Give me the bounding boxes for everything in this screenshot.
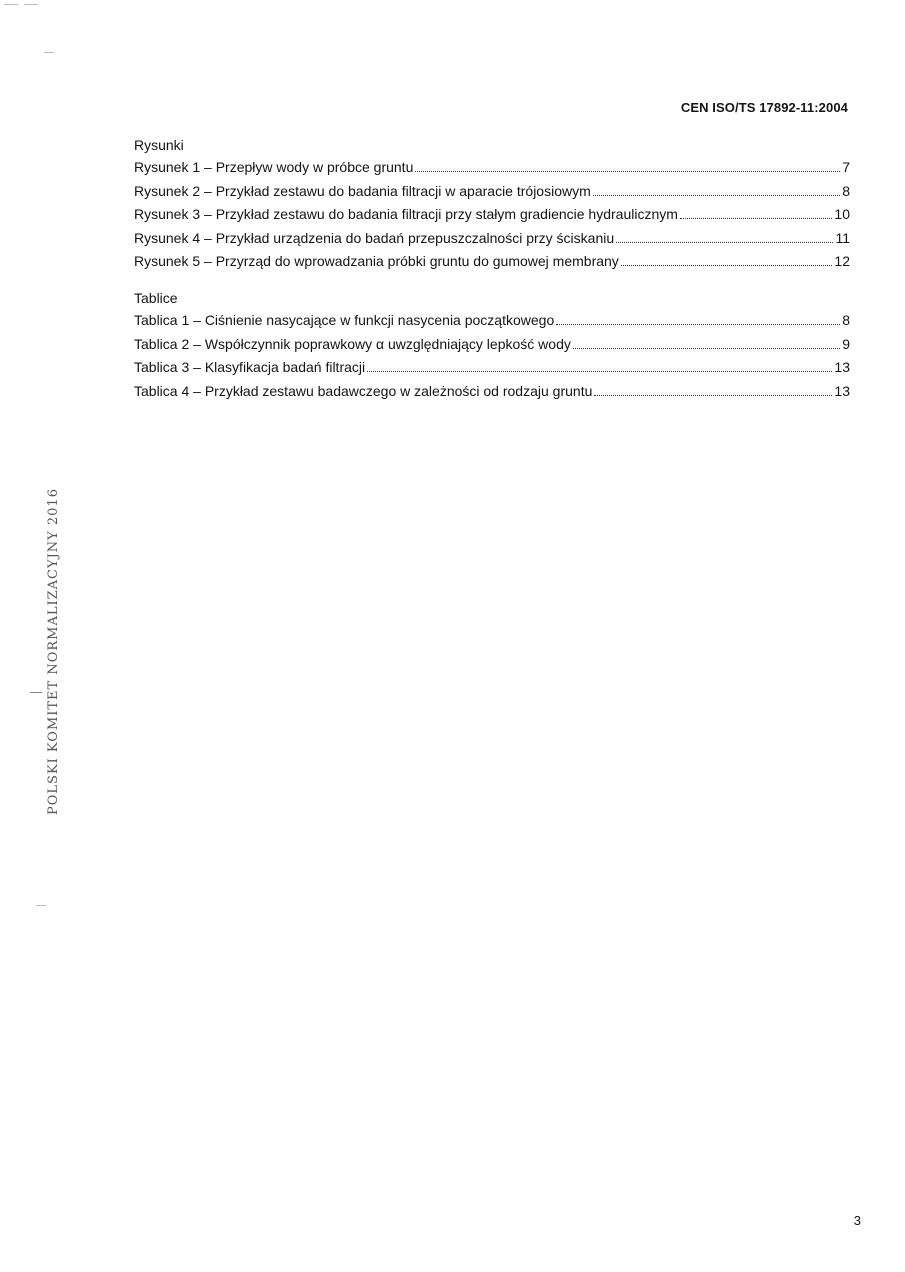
page-number: 3 (853, 1213, 861, 1228)
dot-leader (367, 371, 832, 372)
dot-leader (621, 265, 833, 266)
toc-entry-title: Rysunek 3 – Przykład zestawu do badania filtracji przy stałym gradiencie hydraulicznym (134, 206, 678, 222)
toc-entry-title: Tablica 1 – Ciśnienie nasycające w funkcji nasycenia początkowego (134, 312, 555, 328)
toc-entry-page: 8 (842, 182, 850, 199)
toc-entry-page: 12 (834, 253, 850, 269)
dot-leader (594, 395, 832, 396)
tables-list-section (134, 287, 850, 403)
toc-entry-figure-5[interactable] (134, 250, 850, 274)
dot-leader (593, 195, 840, 196)
toc-entry-figure-3[interactable] (134, 203, 850, 227)
dot-leader (573, 348, 840, 349)
toc-entry-figure-2[interactable] (134, 180, 850, 204)
dot-leader (556, 324, 840, 325)
scan-artifact (30, 692, 42, 693)
toc-entry-title: Rysunek 5 – Przyrząd do wprowadzania próbki gruntu do gumowej membrany (134, 253, 619, 269)
toc-entry-page: 11 (835, 229, 850, 246)
toc-entry-page: 13 (834, 359, 850, 375)
figures-list (134, 156, 850, 274)
toc-entry-title: Tablica 3 – Klasyfikacja badań filtracji (134, 359, 366, 375)
toc-entry-table-4[interactable] (134, 380, 850, 404)
figures-heading: Rysunki (134, 137, 184, 153)
toc-entry-table-2[interactable] (134, 333, 850, 357)
scan-artifact (44, 52, 54, 53)
toc-entry-figure-4[interactable] (134, 227, 850, 251)
toc-entry-title: Rysunek 4 – Przykład urządzenia do badań przepuszczalności przy ściskaniu (134, 229, 615, 246)
dot-leader (680, 218, 833, 219)
standard-reference: CEN ISO/TS 17892-11:2004 (680, 100, 848, 115)
scan-artifact (24, 4, 38, 5)
toc-entry-page: 13 (834, 382, 850, 399)
vertical-watermark: POLSKI KOMITET NORMALIZACYJNY 2016 (46, 488, 61, 815)
tables-list (134, 309, 850, 403)
toc-entry-page: 10 (834, 206, 850, 222)
toc-entry-page: 9 (842, 335, 850, 352)
toc-entry-title: Tablica 2 – Współczynnik poprawkowy α uwzględniający lepkość wody (134, 335, 571, 352)
toc-entry-table-3[interactable] (134, 356, 850, 380)
figures-list-section (134, 134, 850, 274)
dot-leader (415, 171, 840, 172)
toc-entry-page: 7 (842, 159, 850, 175)
toc-entry-title: Rysunek 2 – Przykład zestawu do badania filtracji w aparacie trójosiowym (134, 182, 591, 199)
toc-entry-figure-1[interactable] (134, 156, 850, 180)
dot-leader (616, 242, 833, 243)
scan-artifact (4, 4, 18, 5)
scan-artifact (36, 905, 46, 906)
toc-entry-title: Tablica 4 – Przykład zestawu badawczego w zależności od rodzaju gruntu (134, 382, 593, 399)
toc-entry-table-1[interactable] (134, 309, 850, 333)
toc-entry-page: 8 (842, 312, 850, 328)
tables-heading: Tablice (134, 290, 178, 306)
toc-entry-title: Rysunek 1 – Przepływ wody w próbce gruntu (134, 159, 414, 175)
